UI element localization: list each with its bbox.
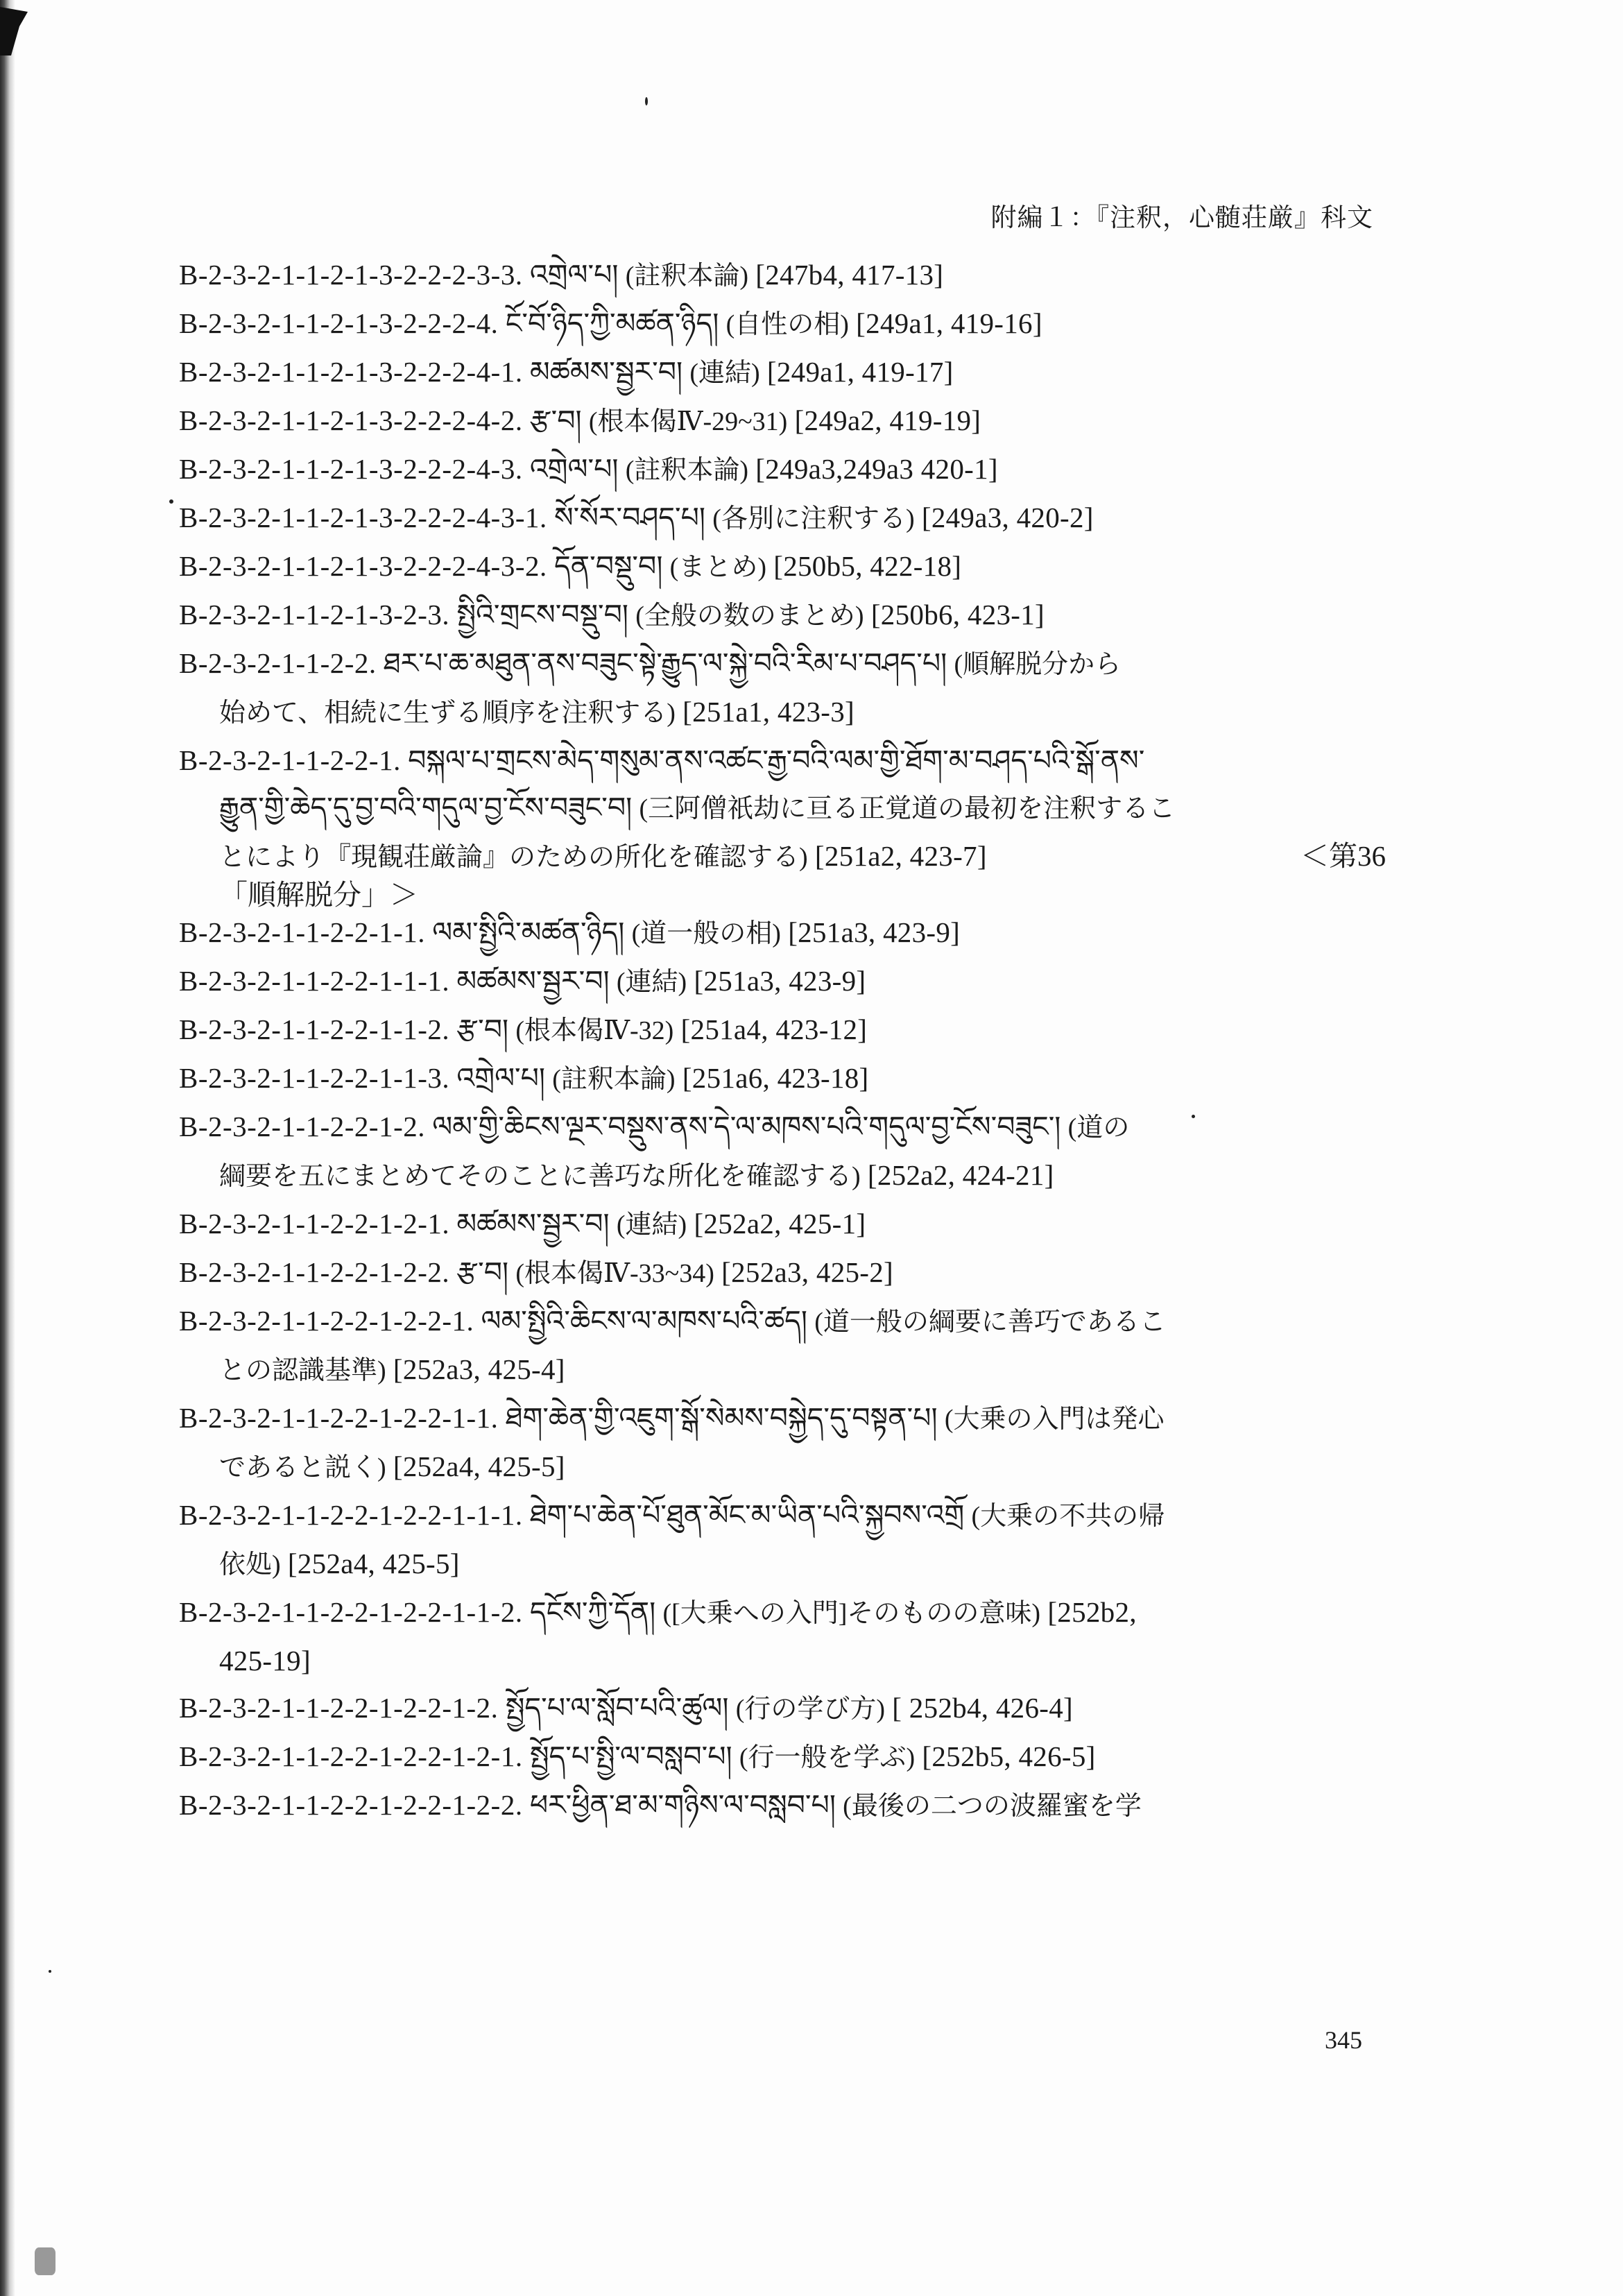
entry-gloss: (道の xyxy=(1067,1113,1130,1142)
section-note: 「順解脱分」＞ xyxy=(219,879,418,911)
entry-code: B-2-3-2-1-1-2-2-1-2-1. xyxy=(179,1208,450,1240)
entry-gloss: (根本偈Ⅳ-33~34) xyxy=(515,1259,714,1288)
entry-gloss: (連結) xyxy=(616,1210,687,1240)
entry-code: B-2-3-2-1-1-2-1-3-2-2-2-3-3. xyxy=(179,259,523,291)
entry-tibetan: མཚམས་སྦྱར་བ། xyxy=(456,965,610,997)
entry-gloss: (各別に注釈する) xyxy=(712,504,915,533)
outline-entry xyxy=(179,1103,1386,1200)
entry-gloss: (全般の数のまとめ) xyxy=(635,601,864,631)
entry-gloss-continued: とにより『現観荘厳論』のための所化を確認する) xyxy=(219,843,808,872)
entry-gloss-continued: 始めて、相続に生ずる順序を注釈する) xyxy=(219,699,676,728)
entry-reference: [251a4, 423-12] xyxy=(680,1013,868,1045)
entry-tibetan: ལམ་གྱི་ཆིངས་ལྔར་བསྡུས་ནས་དེ་ལ་མཁས་པའི་གདུལ་བྱ་ངོས་བཟུང་། xyxy=(432,1111,1061,1142)
entry-tibetan: དོན་བསྡུ་བ། xyxy=(554,550,663,582)
entry-gloss-continued: であると説く) xyxy=(219,1453,386,1482)
entry-gloss: (大乗の入門は発心 xyxy=(944,1405,1165,1434)
outline-entry xyxy=(179,1297,1386,1394)
entry-reference: [251a6, 423-18] xyxy=(682,1062,869,1094)
entry-reference: [249a2, 419-19] xyxy=(794,404,981,436)
entry-code: B-2-3-2-1-1-2-1-3-2-2-2-4. xyxy=(179,307,499,339)
entry-gloss: (根本偈Ⅳ-32) xyxy=(515,1016,674,1045)
entry-gloss: (順解脱分から xyxy=(954,650,1122,679)
entry-continuation xyxy=(179,1346,1386,1394)
outline-entry xyxy=(179,1781,1386,1830)
page-number: 345 xyxy=(1325,2026,1362,2054)
outline-entry xyxy=(179,737,1386,909)
entry-reference: [251a1, 423-3] xyxy=(682,696,855,728)
entry-gloss: (連結) xyxy=(689,359,760,388)
entry-gloss: (註釈本論) xyxy=(552,1065,676,1094)
section-note-right: ＜第36 xyxy=(1300,840,1386,872)
entry-tibetan: རྩ་བ། xyxy=(456,1013,509,1045)
outline-entry xyxy=(179,1006,1386,1054)
entry-reference: [251a3, 423-9] xyxy=(694,965,866,997)
entry-gloss: (根本偈Ⅳ-29~31) xyxy=(588,407,788,436)
entry-gloss: (註釈本論) xyxy=(625,262,749,291)
outline-entry xyxy=(179,300,1386,348)
entry-tibetan: སོ་སོར་བཤད་པ། xyxy=(554,502,706,533)
entry-tibetan: འགྲེལ་པ། xyxy=(529,453,619,485)
entry-tibetan: རྩ་བ། xyxy=(529,404,582,436)
entry-code: B-2-3-2-1-1-2-1-3-2-2-2-4-3-1. xyxy=(179,502,547,533)
entry-continuation xyxy=(179,832,1386,881)
outline-entry xyxy=(179,1054,1386,1103)
outline-entry xyxy=(179,1249,1386,1297)
entry-gloss-continued: 綱要を五にまとめてそのことに善巧な所化を確認する) xyxy=(219,1162,861,1191)
entry-reference: [ 252b4, 426-4] xyxy=(892,1692,1073,1724)
entry-tibetan-continued: རྒྱུན་གྱི་ཆེད་དུ་བྱ་བའི་གདུལ་བྱ་ངོས་བཟུང་བ། xyxy=(219,791,633,823)
entry-gloss: (行の学び方) xyxy=(735,1695,886,1724)
entry-tibetan: ལམ་སྤྱིའི་མཚན་ཉིད། xyxy=(432,916,625,948)
entry-code: B-2-3-2-1-1-2-2-1-2-2. xyxy=(179,1256,450,1288)
entry-tibetan: ངོ་བོ་ཉིད་ཀྱི་མཚན་ཉིད། xyxy=(505,307,719,339)
entry-code: B-2-3-2-1-1-2-2-1-2-2-1-2. xyxy=(179,1692,499,1724)
entry-code: B-2-3-2-1-1-2-2-1-2-2-1-2-2. xyxy=(179,1789,523,1821)
entry-code: B-2-3-2-1-1-2-2. xyxy=(179,647,377,679)
outline-entry xyxy=(179,1588,1386,1684)
entry-tibetan: འགྲེལ་པ། xyxy=(529,259,619,291)
running-header: 附編１：『注釈，心髄荘厳』科文 xyxy=(990,204,1373,232)
outline-entry xyxy=(179,591,1386,640)
entry-code: B-2-3-2-1-1-2-2-1-2-2-1. xyxy=(179,1305,474,1337)
entry-tibetan: ལམ་སྤྱིའི་ཆིངས་ལ་མཁས་པའི་ཚད། xyxy=(481,1305,807,1337)
entry-reference: [249a3, 420-2] xyxy=(921,502,1094,533)
entry-continuation xyxy=(179,1637,1386,1684)
entry-continuation xyxy=(179,1540,1386,1588)
scan-speck xyxy=(49,1970,51,1973)
entry-code: B-2-3-2-1-1-2-1-3-2-2-2-4-3. xyxy=(179,453,523,485)
binding-edge xyxy=(0,0,15,2296)
entry-reference: [251a3, 423-9] xyxy=(788,916,961,948)
entry-tibetan: རྩ་བ། xyxy=(456,1256,509,1288)
entry-tibetan: འགྲེལ་པ། xyxy=(456,1062,546,1094)
entry-gloss: (最後の二つの波羅蜜を学 xyxy=(843,1792,1142,1821)
outline-entry xyxy=(179,640,1386,737)
outline-entry xyxy=(179,1684,1386,1733)
entry-code: B-2-3-2-1-1-2-2-1-2-2-1-1-2. xyxy=(179,1596,523,1628)
entry-code: B-2-3-2-1-1-2-2-1-1-2. xyxy=(179,1013,450,1045)
entry-gloss: (大乗の不共の帰 xyxy=(971,1502,1165,1531)
outline-entry xyxy=(179,909,1386,957)
entry-gloss-continued: との認識基準) xyxy=(219,1356,386,1385)
entry-code: B-2-3-2-1-1-2-1-3-2-3. xyxy=(179,599,450,631)
entry-reference: [250b6, 423-1] xyxy=(870,599,1045,631)
entry-code: B-2-3-2-1-1-2-1-3-2-2-2-4-3-2. xyxy=(179,550,547,582)
entry-code: B-2-3-2-1-1-2-2-1-1. xyxy=(179,916,425,948)
outline-entries xyxy=(179,251,1386,1830)
entry-tibetan: སྤྱིའི་གྲངས་བསྡུ་བ། xyxy=(456,599,629,631)
entry-continuation xyxy=(179,688,1386,737)
outline-entry xyxy=(179,957,1386,1006)
entry-code: B-2-3-2-1-1-2-2-1-2-2-1-1-1. xyxy=(179,1499,523,1531)
entry-reference: [252a3, 425-4] xyxy=(393,1353,565,1385)
entry-gloss: (連結) xyxy=(616,968,687,997)
entry-reference: [252a4, 425-5] xyxy=(287,1548,460,1579)
entry-tibetan: མཚམས་སྦྱར་བ། xyxy=(529,356,683,388)
outline-entry xyxy=(179,542,1386,591)
outline-entry xyxy=(179,1491,1386,1588)
entry-code: B-2-3-2-1-1-2-1-3-2-2-2-4-1. xyxy=(179,356,523,388)
outline-entry xyxy=(179,445,1386,494)
entry-gloss: (行一般を学ぶ) xyxy=(739,1743,916,1772)
entry-gloss: ([大乗への入門]そのものの意味) xyxy=(662,1599,1041,1628)
entry-tibetan: ཐར་པ་ཆ་མཐུན་ནས་བཟུང་སྟེ་རྒྱུད་ལ་སྐྱེ་བའི་རིམ་པ་བཤད་པ། xyxy=(383,647,947,679)
entry-code: B-2-3-2-1-1-2-2-1. xyxy=(179,744,401,776)
entry-code: B-2-3-2-1-1-2-2-1-2-2-1-2-1. xyxy=(179,1740,523,1772)
entry-reference: [252b5, 426-5] xyxy=(922,1740,1096,1772)
entry-continuation xyxy=(179,1151,1386,1200)
entry-tibetan: བསྐལ་པ་གྲངས་མེད་གསུམ་ནས་འཚང་རྒྱ་བའི་ལམ་གྱི་ཐོག་མ་བཤད་པའི་སྒོ་ནས་ xyxy=(408,744,1145,776)
entry-tibetan: སྤྱོད་པ་ལ་སློབ་པའི་ཚུལ། xyxy=(505,1692,729,1724)
outline-entry xyxy=(179,348,1386,397)
entry-gloss: (道一般の綱要に善巧であるこ xyxy=(814,1308,1166,1337)
entry-tibetan: ཐེག་ཆེན་གྱི་འཇུག་སྒོ་སེམས་བསྐྱེད་དུ་བསྟན་པ། xyxy=(505,1402,938,1434)
entry-gloss: (三阿僧祇劫に亘る正覚道の最初を注釈するこ xyxy=(639,794,1176,823)
outline-entry xyxy=(179,251,1386,300)
entry-continuation xyxy=(179,1443,1386,1491)
scan-speck xyxy=(169,499,173,504)
outline-entry xyxy=(179,1394,1386,1491)
outline-entry xyxy=(179,397,1386,445)
entry-reference: [247b4, 417-13] xyxy=(755,259,944,291)
entry-gloss: (道一般の相) xyxy=(631,919,781,948)
entry-tibetan: ཐེག་པ་ཆེན་པོ་ཐུན་མོང་མ་ཡིན་པའི་སྐྱབས་འགྲོ xyxy=(529,1499,965,1531)
entry-reference: [251a2, 423-7] xyxy=(814,840,987,872)
scan-speck xyxy=(645,97,648,105)
entry-code: B-2-3-2-1-1-2-2-1-2. xyxy=(179,1111,425,1142)
entry-tibetan: མཚམས་སྦྱར་བ། xyxy=(456,1208,610,1240)
entry-tibetan: ཕར་ཕྱིན་ཐ་མ་གཉིས་ལ་བསླབ་པ། xyxy=(529,1789,836,1821)
entry-reference-continued: 425-19] xyxy=(219,1645,311,1677)
entry-reference: [249a3,249a3 420-1] xyxy=(755,453,998,485)
entry-tibetan: སྤྱོད་པ་སྤྱི་ལ་བསླབ་པ། xyxy=(529,1740,732,1772)
entry-tibetan: དངོས་ཀྱི་དོན། xyxy=(529,1596,656,1628)
scan-speck xyxy=(35,2247,55,2275)
entry-reference: [249a1, 419-16] xyxy=(856,307,1042,339)
entry-code: B-2-3-2-1-1-2-2-1-1-3. xyxy=(179,1062,450,1094)
entry-gloss: (註釈本論) xyxy=(625,456,749,485)
entry-reference: [252b2, xyxy=(1047,1596,1137,1628)
entry-gloss: (まとめ) xyxy=(669,553,766,582)
outline-entry xyxy=(179,494,1386,542)
entry-gloss-continued: 依処) xyxy=(219,1550,281,1579)
entry-reference: [250b5, 422-18] xyxy=(773,550,962,582)
entry-gloss: (自性の相) xyxy=(725,310,849,339)
outline-entry xyxy=(179,1733,1386,1781)
entry-reference: [252a2, 424-21] xyxy=(867,1159,1054,1191)
entry-code: B-2-3-2-1-1-2-1-3-2-2-2-4-2. xyxy=(179,404,523,436)
entry-reference: [252a3, 425-2] xyxy=(721,1256,893,1288)
entry-reference: [252a2, 425-1] xyxy=(694,1208,866,1240)
entry-reference: [249a1, 419-17] xyxy=(766,356,954,388)
entry-code: B-2-3-2-1-1-2-2-1-1-1. xyxy=(179,965,450,997)
outline-entry xyxy=(179,1200,1386,1249)
entry-continuation xyxy=(179,784,1386,832)
entry-code: B-2-3-2-1-1-2-2-1-2-2-1-1. xyxy=(179,1402,499,1434)
entry-reference: [252a4, 425-5] xyxy=(393,1450,565,1482)
